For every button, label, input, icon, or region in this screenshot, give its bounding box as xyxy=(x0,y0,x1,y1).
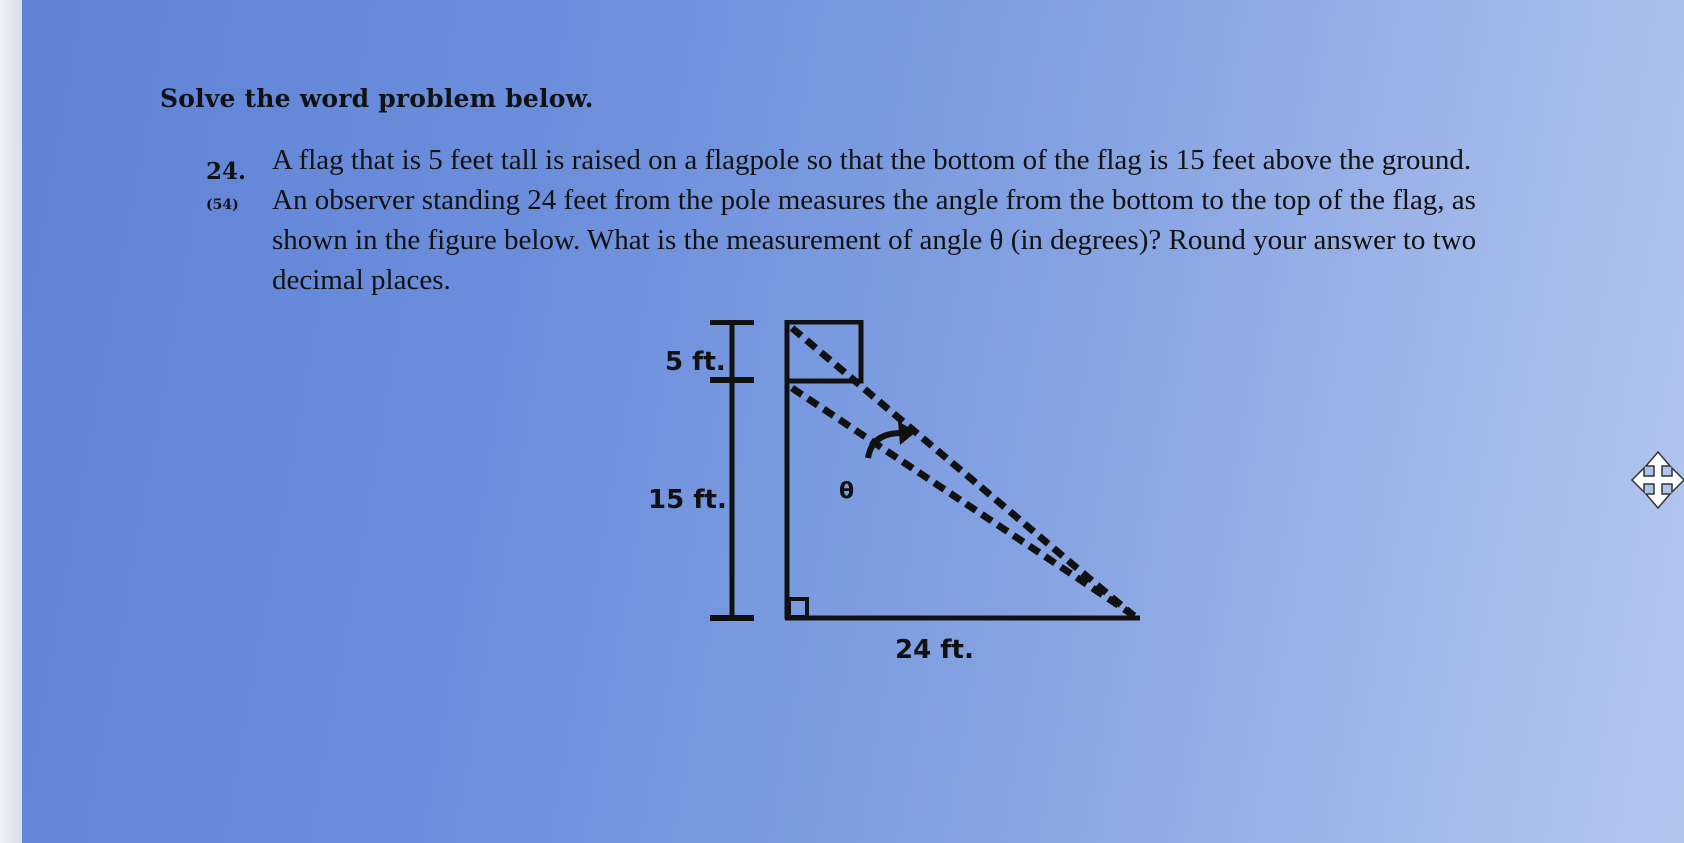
angle-label: θ xyxy=(839,479,855,504)
sight-line-top xyxy=(792,328,1134,616)
lesson-reference: (54) xyxy=(206,197,239,213)
flag-height-label: 5 ft. xyxy=(665,347,726,377)
problem-line: A flag that is 5 feet tall is raised on a flagpole so that the bottom of the flag is 15 feet above the ground. xyxy=(272,144,1472,176)
problem-line: shown in the figure below. What is the measurement of angle θ (in degrees)? Round your answer to two xyxy=(272,224,1477,256)
screen-bezel xyxy=(0,0,22,843)
flagpole-figure xyxy=(622,320,1262,740)
distance-label: 24 ft. xyxy=(895,635,974,665)
problem-statement xyxy=(272,140,1652,300)
pole-height-label: 15 ft. xyxy=(648,485,727,515)
angle-arrow-icon xyxy=(898,421,916,445)
move-cursor-graphic xyxy=(1630,450,1684,510)
move-cursor-icon[interactable] xyxy=(1630,450,1684,510)
right-angle-icon xyxy=(789,599,807,617)
problem-number: 24. xyxy=(206,158,247,185)
figure-diagram xyxy=(622,320,1262,740)
instructions-heading: Solve the word problem below. xyxy=(160,84,594,113)
problem-line: An observer standing 24 feet from the pole measures the angle from the bottom to the top of the flag, as xyxy=(272,184,1476,216)
worksheet-page xyxy=(22,0,1684,843)
problem-line: decimal places. xyxy=(272,264,451,296)
